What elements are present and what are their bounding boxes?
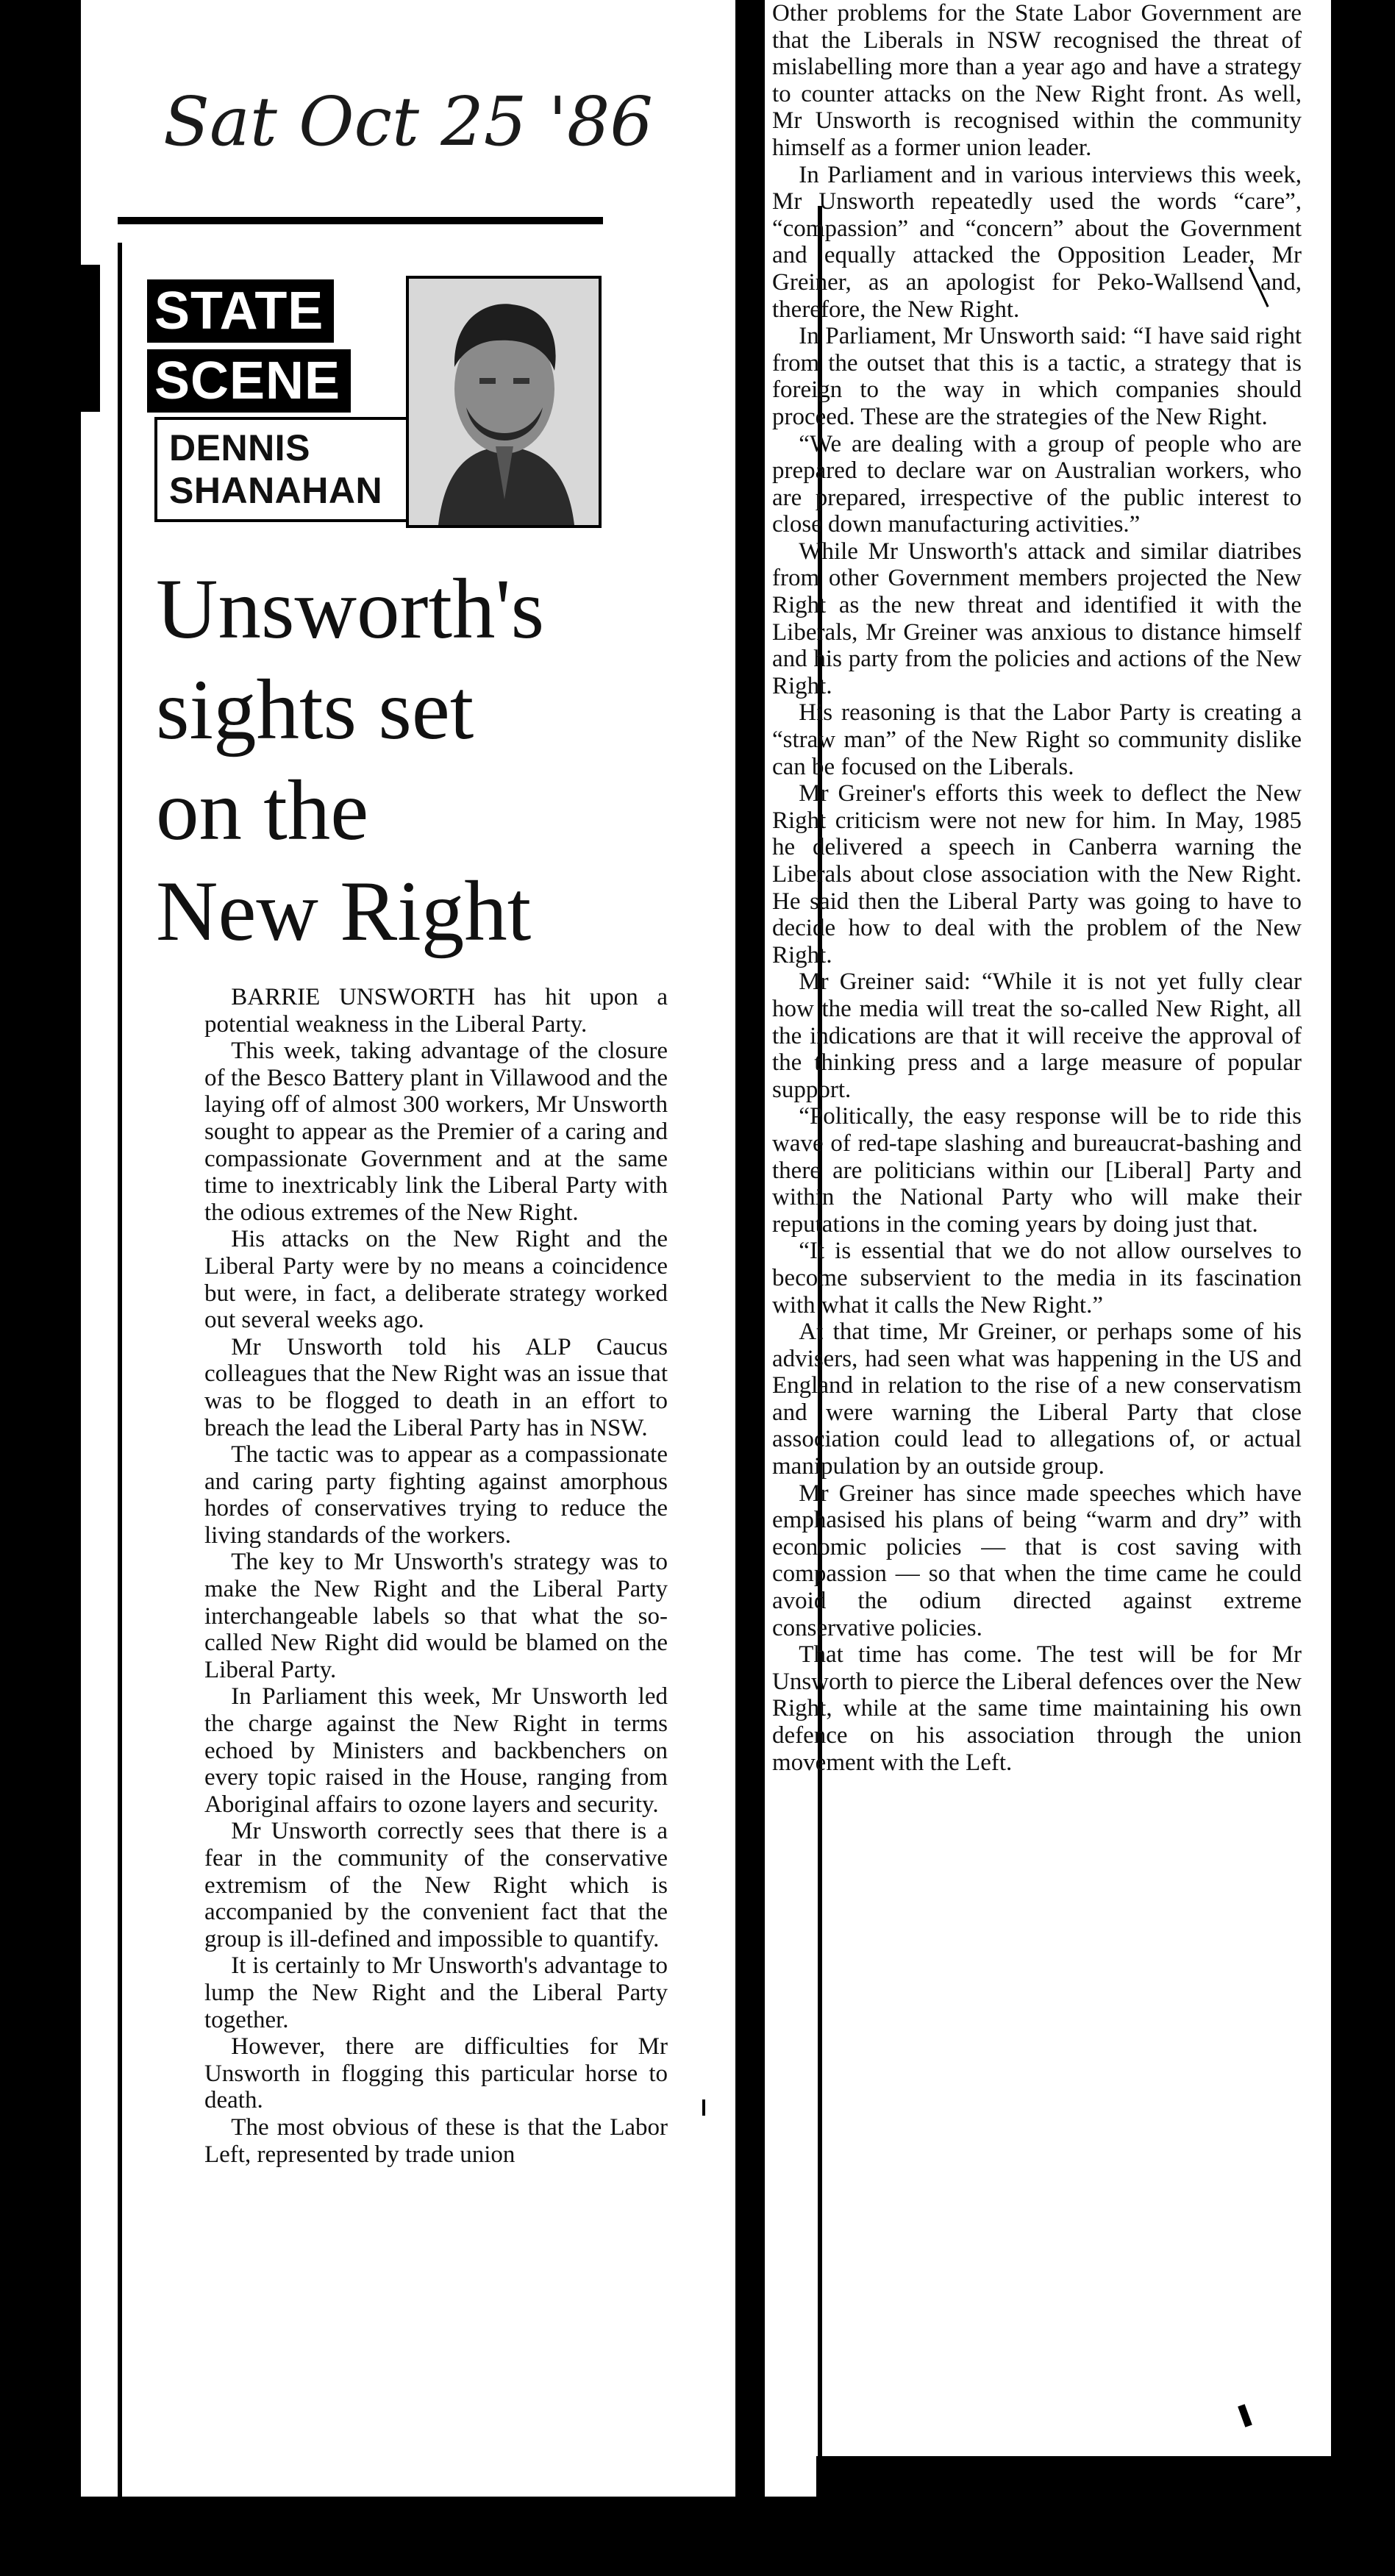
header-rule	[118, 217, 603, 224]
paragraph: Mr Unsworth told his ALP Caucus colleagues that the New Right was an issue that was to be flogged to death in an effort to breach the lead the Liberal Party has in NSW.	[204, 1333, 668, 1441]
column-logo	[147, 276, 599, 526]
paragraph: Mr Greiner has since made speeches which have emphasised his plans of being “warm and dry” with economic policies — that is cost saving with compassion — so that when the time came he could avoid the odium directed against extreme conservative policies.	[772, 1480, 1302, 1641]
paragraph: At that time, Mr Greiner, or perhaps some of his advisers, had seen what was happening in the US and England in relation to the rise of a new conservatism and were warning the Liberal Party that close association could lead to allegations of, or actual manipulation by an outside group.	[772, 1319, 1302, 1480]
paragraph: In Parliament, Mr Unsworth said: “I have said right from the outset that this is a tactic, a strategy that is foreign to the way in which companies should proceed. These are the strategies of the New Right.	[772, 323, 1302, 430]
paragraph: However, there are difficulties for Mr Unsworth in flogging this particular horse to death.	[204, 2033, 668, 2114]
handwritten-date: Sat Oct 25 '86	[163, 82, 653, 161]
column-title-state: STATE	[147, 279, 334, 343]
paragraph: The key to Mr Unsworth's strategy was to make the New Right and the Liberal Party interchangeable labels so that what the so-called New Right did would be blamed on the Liberal Party.	[204, 1549, 668, 1683]
paragraph: It is certainly to Mr Unsworth's advantage to lump the New Right and the Liberal Party together.	[204, 1952, 668, 2033]
paragraph: Other problems for the State Labor Government are that the Liberals in NSW recognised the threat of mislabelling more than a year ago and have a strategy to counter attacks on the New Right front. As well, Mr Unsworth is recognised within the community himself as a former union leader.	[772, 0, 1302, 161]
author-last-name: SHANAHAN	[169, 470, 383, 511]
paragraph: The most obvious of these is that the Labor Left, represented by trade union	[204, 2113, 668, 2168]
article-column-right	[772, 0, 1302, 2456]
headline	[156, 559, 641, 962]
headline-line-1: Unsworth's	[156, 562, 545, 657]
paragraph: BARRIE UNSWORTH has hit upon a potential weakness in the Liberal Party.	[204, 984, 668, 1038]
byline-box	[154, 417, 407, 522]
paragraph: His attacks on the New Right and the Liberal Party were by no means a coincidence but were, in fact, a deliberate strategy worked out several weeks ago.	[204, 1226, 668, 1334]
paragraph: In Parliament and in various interviews this week, Mr Unsworth repeatedly used the words “care”, “compassion” and “concern” about the Government and equally attacked the Opposition Leader, Mr Greiner, as an apologist for Peko-Wallsend and, therefore, the New Right.	[772, 161, 1302, 323]
paragraph: The tactic was to appear as a compassionate and caring party fighting against amorphous hordes of conservatives trying to reduce the living standards of the workers.	[204, 1441, 668, 1549]
paragraph: “It is essential that we do not allow ourselves to become subservient to the media in its fascination with what it calls the New Right.”	[772, 1238, 1302, 1319]
article-column-left	[204, 984, 668, 2484]
scan-background-middle	[735, 0, 765, 2576]
paragraph: In Parliament this week, Mr Unsworth led the charge against the New Right in terms echoed by Ministers and backbenchers on every topic raised in the House, ranging from Aboriginal affairs to ozone layers and security.	[204, 1683, 668, 1818]
paragraph: “We are dealing with a group of people who are prepared to declare war on Australian workers, who are prepared, irrespective of the public interest to close down manufacturing activities.”	[772, 430, 1302, 538]
paragraph: Mr Greiner said: “While it is not yet fully clear how the media will treat the so-called New Right, all the indications are that it will receive the approval of the thinking press and a large measure of popular support.	[772, 968, 1302, 1103]
clipping-edge-mark	[81, 265, 100, 412]
paragraph: “Politically, the easy response will be to ride this wave of red-tape slashing and bureaucrat-bashing and there are politicians within our [Liberal] Party and within the National Party who will make their reputations in the coming years by doing just that.	[772, 1103, 1302, 1238]
paragraph: That time has come. The test will be for Mr Unsworth to pierce the Liberal defences over the New Right, while at the same time maintaining his own defence on his association through the union movement with the Left.	[772, 1641, 1302, 1776]
author-portrait-icon	[409, 279, 599, 525]
headline-line-2: sights set	[156, 663, 474, 757]
paragraph: While Mr Unsworth's attack and similar diatribes from other Government members projected the New Right as the new threat and identified it with the Liberals, Mr Greiner was anxious to distance himself and his party from the policies and actions of the New Right.	[772, 538, 1302, 699]
paragraph: This week, taking advantage of the closure of the Besco Battery plant in Villawood and the laying off of almost 300 workers, Mr Unsworth sought to appear as the Premier of a caring and compassionate Government and at the same time to inextricably link the Liberal Party with the odious extremes of the New Right.	[204, 1038, 668, 1226]
headline-line-3: on the	[156, 763, 369, 858]
scan-background-right	[1331, 0, 1395, 2576]
column-title-scene: SCENE	[147, 349, 351, 413]
headline-line-4: New Right	[156, 864, 532, 959]
paragraph: His reasoning is that the Labor Party is creating a “straw man” of the New Right so community dislike can be focused on the Liberals.	[772, 699, 1302, 780]
clipping-edge-line	[118, 243, 122, 2497]
author-first-name: DENNIS	[169, 427, 310, 468]
scan-background-bottom-right	[816, 2456, 1395, 2576]
scan-background-left	[0, 0, 81, 2576]
ink-mark	[702, 2099, 705, 2116]
author-photo	[406, 276, 602, 528]
paragraph: Mr Unsworth correctly sees that there is a fear in the community of the conservative extremism of the New Right which is accompanied by the convenient fact that the group is ill-defined and impossible to quantify.	[204, 1818, 668, 1952]
paragraph: Mr Greiner's efforts this week to deflect the New Right criticism were not new for him. In May, 1985 he delivered a speech in Canberra warning the Liberals about close association with the New Right. He said then the Liberal Party was going to have to decide how to deal with the problem of the New Right.	[772, 780, 1302, 968]
